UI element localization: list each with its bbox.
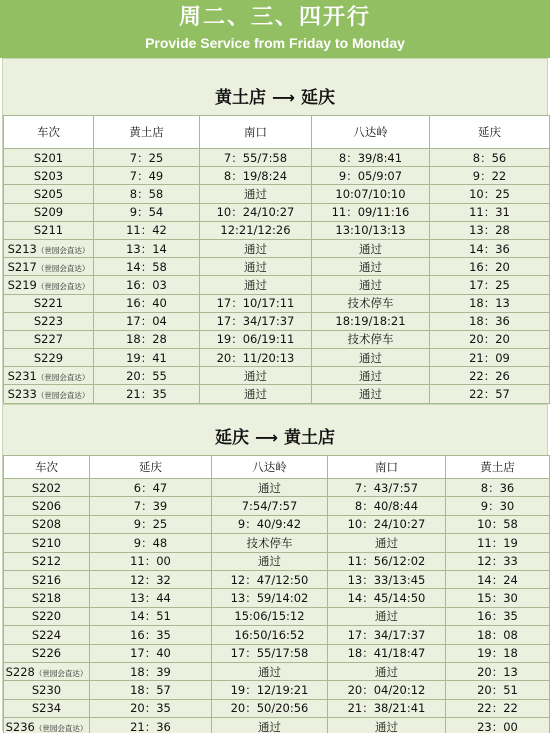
title-banner [0, 0, 550, 58]
time-cell: 11：42 [94, 221, 200, 239]
train-number-cell [4, 221, 94, 239]
train-number-cell [4, 149, 94, 167]
train-number: S227 [33, 332, 64, 347]
time-cell: 9：05/9:07 [312, 167, 430, 185]
column-header: 八达岭 [312, 116, 430, 149]
time-cell: 20：50/20:56 [212, 699, 328, 717]
time-cell: 19：41 [94, 349, 200, 367]
time-cell: 20：20 [430, 330, 550, 348]
time-cell: 21：38/21:41 [328, 699, 446, 717]
train-number-cell [4, 626, 90, 644]
train-number: S211 [33, 223, 64, 238]
train-number-cell [4, 497, 90, 515]
time-cell: 9：48 [90, 534, 212, 552]
time-cell: 9：22 [430, 167, 550, 185]
table-row [4, 349, 550, 367]
train-note: （世园会直达） [34, 723, 88, 733]
train-number: S231 [7, 368, 37, 383]
train-number-cell [4, 239, 94, 257]
train-number: S203 [33, 168, 64, 183]
table-row [4, 644, 550, 662]
outbound-route-title [3, 83, 547, 108]
outbound-section [2, 58, 548, 403]
time-cell: 12：47/12:50 [212, 570, 328, 588]
time-cell: 14：58 [94, 258, 200, 276]
time-cell: 14：45/14:50 [328, 589, 446, 607]
train-number-cell [4, 294, 94, 312]
train-number: S212 [31, 554, 62, 569]
time-cell: 11：09/11:16 [312, 203, 430, 221]
time-cell: 23：00 [446, 718, 550, 733]
time-cell: 7：39 [90, 497, 212, 515]
time-cell: 17：40 [90, 644, 212, 662]
table-row [4, 167, 550, 185]
table-row [4, 699, 550, 717]
table-row [4, 570, 550, 588]
time-cell: 11：56/12:02 [328, 552, 446, 570]
time-cell: 技术停车 [312, 330, 430, 348]
time-cell: 16：03 [94, 276, 200, 294]
time-cell: 通过 [312, 239, 430, 257]
train-number-cell [4, 367, 94, 385]
train-note: （世园会直达） [36, 281, 90, 291]
time-cell: 19：06/19:11 [200, 330, 312, 348]
table-row [4, 367, 550, 385]
train-number-cell [4, 167, 94, 185]
table-row [4, 718, 550, 733]
time-cell: 8：39/8:41 [312, 149, 430, 167]
train-note: （世园会直达） [34, 668, 88, 678]
train-number: S209 [33, 205, 64, 220]
time-cell: 13：14 [94, 239, 200, 257]
time-cell: 19：18 [446, 644, 550, 662]
time-cell: 17：34/17:37 [200, 312, 312, 330]
train-number-cell [4, 349, 94, 367]
train-number: S218 [31, 591, 62, 606]
inbound-timetable [3, 455, 550, 733]
time-cell: 15:06/15:12 [212, 607, 328, 625]
time-cell: 10：25 [430, 185, 550, 203]
time-cell: 通过 [328, 534, 446, 552]
table-row [4, 294, 550, 312]
train-number: S224 [31, 627, 62, 642]
train-number-cell [4, 718, 90, 733]
train-number-cell [4, 699, 90, 717]
time-cell: 18：57 [90, 681, 212, 699]
table-row [4, 534, 550, 552]
train-number-cell [4, 552, 90, 570]
time-cell: 通过 [212, 479, 328, 497]
time-cell: 通过 [328, 662, 446, 680]
header-row [4, 456, 550, 479]
time-cell: 14：36 [430, 239, 550, 257]
table-row [4, 552, 550, 570]
time-cell: 19：12/19:21 [212, 681, 328, 699]
time-cell: 8：40/8:44 [328, 497, 446, 515]
time-cell: 12：33 [446, 552, 550, 570]
table-row [4, 203, 550, 221]
time-cell: 20：13 [446, 662, 550, 680]
time-cell: 20：11/20:13 [200, 349, 312, 367]
title-chinese: 周二、三、四开行 [178, 5, 371, 30]
time-cell: 16：35 [446, 607, 550, 625]
time-cell: 18：08 [446, 626, 550, 644]
time-cell: 20：55 [94, 367, 200, 385]
time-cell: 16：40 [94, 294, 200, 312]
time-cell: 7：49 [94, 167, 200, 185]
train-number: S229 [33, 350, 64, 365]
route-to: 黄土店 [283, 428, 335, 448]
train-note: （世园会直达） [36, 372, 90, 382]
table-row [4, 589, 550, 607]
time-cell: 16：35 [90, 626, 212, 644]
time-cell: 通过 [200, 185, 312, 203]
train-number: S219 [7, 277, 37, 292]
time-cell: 通过 [200, 276, 312, 294]
train-number-cell [4, 589, 90, 607]
time-cell: 8：19/8:24 [200, 167, 312, 185]
route-from: 黄土店 [215, 88, 267, 108]
time-cell: 17：25 [430, 276, 550, 294]
time-cell: 11：19 [446, 534, 550, 552]
train-number-cell [4, 515, 90, 533]
train-number-cell [4, 276, 94, 294]
time-cell: 8：36 [446, 479, 550, 497]
table-row [4, 276, 550, 294]
train-number-cell [4, 185, 94, 203]
time-cell: 12：32 [90, 570, 212, 588]
time-cell: 9：30 [446, 497, 550, 515]
time-cell: 通过 [312, 276, 430, 294]
column-header: 南口 [200, 116, 312, 149]
table-row [4, 149, 550, 167]
time-cell: 通过 [212, 662, 328, 680]
time-cell: 7：55/7:58 [200, 149, 312, 167]
time-cell: 17：10/17:11 [200, 294, 312, 312]
time-cell: 20：51 [446, 681, 550, 699]
time-cell: 18：28 [94, 330, 200, 348]
train-number: S206 [31, 499, 62, 514]
table-row [4, 681, 550, 699]
table-row [4, 312, 550, 330]
time-cell: 技术停车 [212, 534, 328, 552]
time-cell: 13:10/13:13 [312, 221, 430, 239]
table-row [4, 239, 550, 257]
train-number-cell [4, 644, 90, 662]
time-cell: 6：47 [90, 479, 212, 497]
time-cell: 10：58 [446, 515, 550, 533]
time-cell: 20：04/20:12 [328, 681, 446, 699]
table-row [4, 497, 550, 515]
time-cell: 7:54/7:57 [212, 497, 328, 515]
train-number-cell [4, 662, 90, 680]
train-number-cell [4, 534, 90, 552]
time-cell: 通过 [212, 718, 328, 733]
train-number: S216 [31, 572, 62, 587]
train-number: S233 [7, 387, 37, 402]
column-header: 延庆 [90, 456, 212, 479]
time-cell: 7：43/7:57 [328, 479, 446, 497]
train-number: S208 [31, 517, 62, 532]
train-number: S205 [33, 186, 64, 201]
train-number-cell [4, 330, 94, 348]
train-number: S226 [31, 646, 62, 661]
time-cell: 22：22 [446, 699, 550, 717]
title-english: Provide Service from Friday to Monday [145, 35, 405, 51]
time-cell: 16：20 [430, 258, 550, 276]
arrow-icon: ⟶ [272, 88, 295, 107]
inbound-section [2, 404, 548, 731]
time-cell: 通过 [328, 607, 446, 625]
time-cell: 技术停车 [312, 294, 430, 312]
train-number-cell [4, 312, 94, 330]
inbound-route-title [3, 423, 547, 448]
route-to: 延庆 [300, 88, 335, 108]
time-cell: 通过 [200, 258, 312, 276]
time-cell: 18：36 [430, 312, 550, 330]
time-cell: 通过 [312, 258, 430, 276]
time-cell: 通过 [212, 552, 328, 570]
train-number-cell [4, 479, 90, 497]
train-number: S221 [33, 296, 64, 311]
train-number: S228 [5, 664, 35, 679]
time-cell: 通过 [200, 367, 312, 385]
time-cell: 17：04 [94, 312, 200, 330]
column-header: 黄土店 [446, 456, 550, 479]
time-cell: 22：57 [430, 385, 550, 403]
time-cell: 14：51 [90, 607, 212, 625]
time-cell: 13：59/14:02 [212, 589, 328, 607]
train-number-cell [4, 203, 94, 221]
train-note: （世园会直达） [36, 263, 90, 273]
time-cell: 17：55/17:58 [212, 644, 328, 662]
train-number: S236 [5, 719, 35, 733]
column-header: 车次 [4, 456, 90, 479]
table-row [4, 221, 550, 239]
train-number: S220 [31, 609, 62, 624]
train-number: S202 [31, 480, 62, 495]
table-row [4, 185, 550, 203]
time-cell: 9：25 [90, 515, 212, 533]
train-number: S234 [31, 701, 62, 716]
table-row [4, 479, 550, 497]
train-number: S210 [31, 535, 62, 550]
column-header: 黄土店 [94, 116, 200, 149]
column-header: 南口 [328, 456, 446, 479]
time-cell: 21：36 [90, 718, 212, 733]
time-cell: 16:50/16:52 [212, 626, 328, 644]
time-cell: 13：44 [90, 589, 212, 607]
time-cell: 18:19/18:21 [312, 312, 430, 330]
train-number: S201 [33, 150, 64, 165]
column-header: 车次 [4, 116, 94, 149]
table-row [4, 515, 550, 533]
table-row [4, 330, 550, 348]
time-cell: 通过 [200, 239, 312, 257]
train-number-cell [4, 681, 90, 699]
time-cell: 通过 [312, 385, 430, 403]
train-number: S217 [7, 259, 37, 274]
time-cell: 8：58 [94, 185, 200, 203]
arrow-icon: ⟶ [255, 428, 278, 447]
train-number-cell [4, 385, 94, 403]
header-row [4, 116, 550, 149]
time-cell: 通过 [328, 718, 446, 733]
train-number: S223 [33, 314, 64, 329]
time-cell: 9：54 [94, 203, 200, 221]
time-cell: 21：35 [94, 385, 200, 403]
time-cell: 20：35 [90, 699, 212, 717]
column-header: 八达岭 [212, 456, 328, 479]
time-cell: 17：34/17:37 [328, 626, 446, 644]
time-cell: 10：24/10:27 [200, 203, 312, 221]
train-note: （世园会直达） [36, 391, 90, 401]
train-number: S230 [31, 682, 62, 697]
table-row [4, 607, 550, 625]
time-cell: 15：30 [446, 589, 550, 607]
time-cell: 11：00 [90, 552, 212, 570]
train-number-cell [4, 607, 90, 625]
time-cell: 9：40/9:42 [212, 515, 328, 533]
table-row [4, 385, 550, 403]
time-cell: 14：24 [446, 570, 550, 588]
table-row [4, 662, 550, 680]
time-cell: 22：26 [430, 367, 550, 385]
route-from: 延庆 [215, 428, 250, 448]
time-cell: 8：56 [430, 149, 550, 167]
time-cell: 10:07/10:10 [312, 185, 430, 203]
time-cell: 通过 [200, 385, 312, 403]
time-cell: 通过 [312, 367, 430, 385]
table-row [4, 258, 550, 276]
time-cell: 18：13 [430, 294, 550, 312]
outbound-timetable [3, 115, 550, 404]
time-cell: 10：24/10:27 [328, 515, 446, 533]
time-cell: 11：31 [430, 203, 550, 221]
train-number-cell [4, 258, 94, 276]
time-cell: 13：33/13:45 [328, 570, 446, 588]
column-header: 延庆 [430, 116, 550, 149]
time-cell: 18：41/18:47 [328, 644, 446, 662]
table-row [4, 626, 550, 644]
time-cell: 21：09 [430, 349, 550, 367]
train-number: S213 [7, 241, 37, 256]
time-cell: 7：25 [94, 149, 200, 167]
time-cell: 13：28 [430, 221, 550, 239]
time-cell: 通过 [312, 349, 430, 367]
train-number-cell [4, 570, 90, 588]
train-note: （世园会直达） [36, 245, 90, 255]
time-cell: 12:21/12:26 [200, 221, 312, 239]
time-cell: 18：39 [90, 662, 212, 680]
